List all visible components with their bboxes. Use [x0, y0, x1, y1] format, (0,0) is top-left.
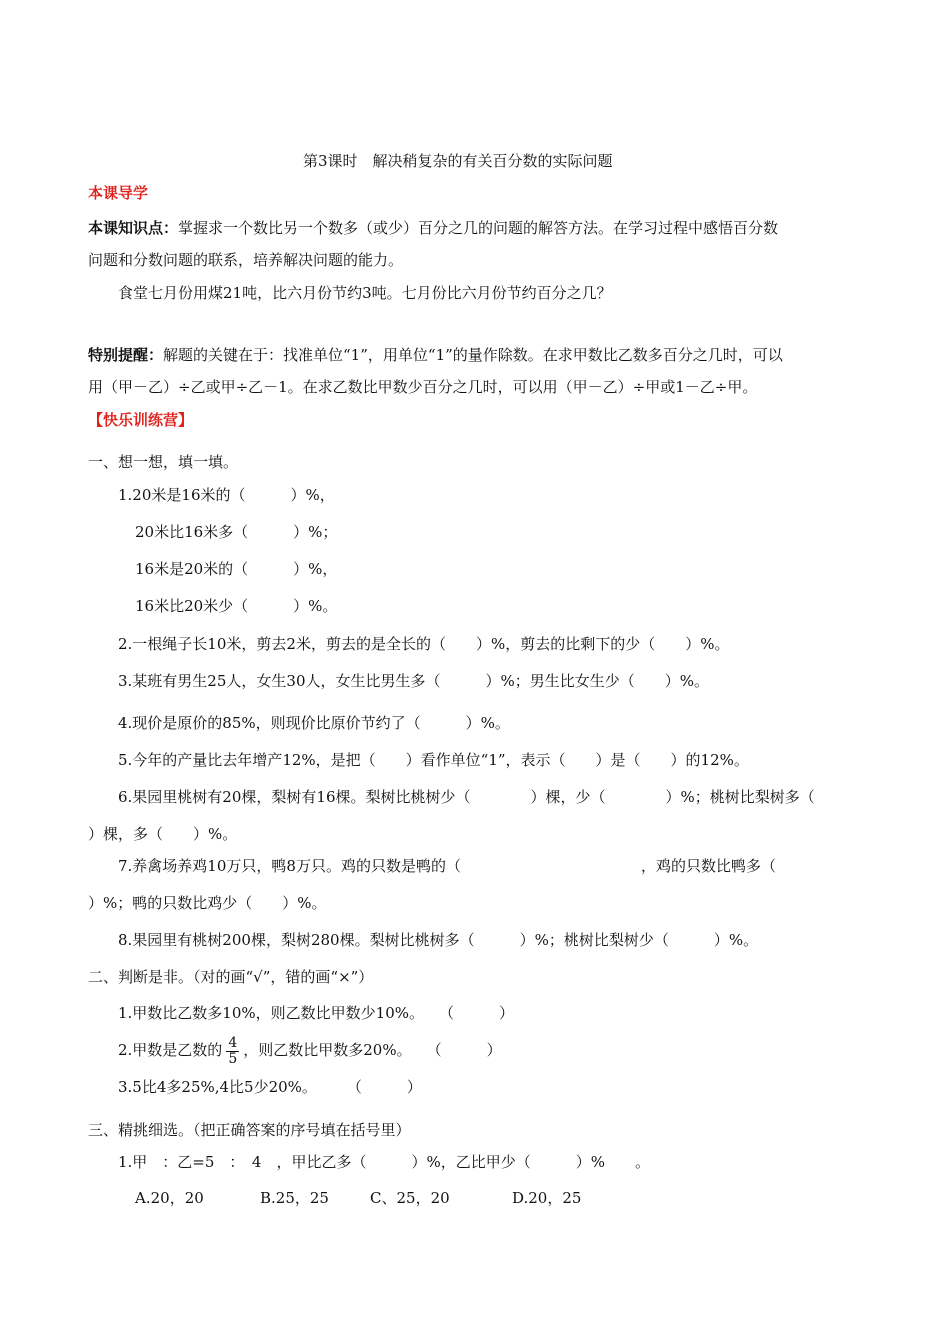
- s1-q6a: 6.果园里桃树有20棵，梨树有16棵。梨树比桃树少（ ）棵，少（ ）%；桃树比梨树多（: [118, 788, 815, 806]
- reminder-text-1: 解题的关键在于：找准单位“1”，用单位“1”的量作除数。在求甲数比乙数多百分之几时，可以: [163, 346, 783, 364]
- knowledge-label: 本课知识点：: [88, 219, 179, 237]
- camp-heading: 【快乐训练营】: [88, 411, 194, 429]
- reminder-label: 特别提醒：: [88, 346, 164, 364]
- section3-title: 三、精挑细选。（把正确答案的序号填在括号里）: [88, 1121, 411, 1139]
- option-d: D.20，25: [512, 1189, 582, 1207]
- knowledge-line-1: [88, 218, 778, 238]
- fraction-denominator: 5: [228, 1050, 238, 1067]
- option-c: C、25，20: [370, 1189, 450, 1207]
- s1-q1d: 16米比20米少（ ）%。: [135, 597, 338, 615]
- s1-q2: 2.一根绳子长10米，剪去2米，剪去的是全长的（ ）%，剪去的比剩下的少（ ）%。: [118, 635, 730, 653]
- s2-q2-pre: 2.甲数是乙数的: [118, 1041, 223, 1059]
- section1-title: 一、想一想，填一填。: [88, 453, 239, 471]
- section2-title: 二、判断是非。（对的画“√”，错的画“×”）: [88, 968, 374, 986]
- s1-q8: 8.果园里有桃树200棵，梨树280棵。梨树比桃树多（ ）%；桃树比梨树少（ ）%。: [118, 931, 759, 949]
- option-a: A.20，20: [135, 1189, 204, 1207]
- example-problem: 食堂七月份用煤21吨，比六月份节约3吨。七月份比六月份节约百分之几？: [118, 284, 612, 302]
- knowledge-line-2: 问题和分数问题的联系，培养解决问题的能力。: [88, 251, 404, 269]
- knowledge-text-1: 掌握求一个数比另一个数多（或少）百分之几的问题的解答方法。在学习过程中感悟百分数: [178, 219, 779, 237]
- s2-q2: [118, 1030, 502, 1070]
- s1-q4: 4.现价是原价的85%，则现价比原价节约了（ ）%。: [118, 714, 510, 732]
- option-b: B.25，25: [260, 1189, 329, 1207]
- s3-q1: 1.甲 ：乙=5 ： 4 ，甲比乙多（ ）%，乙比甲少（ ）% 。: [118, 1153, 650, 1171]
- page-title: 第3课时 解决稍复杂的有关百分数的实际问题: [303, 152, 613, 170]
- s2-q1: 1.甲数比乙数多10%，则乙数比甲数少10%。 （ ）: [118, 1004, 514, 1022]
- s1-q6b: ）棵，多（ ）%。: [88, 825, 238, 843]
- fraction-numerator: 4: [228, 1034, 238, 1051]
- s1-q3: 3.某班有男生25人，女生30人，女生比男生多（ ）%；男生比女生少（ ）%。: [118, 672, 709, 690]
- s1-q7b: ）%；鸭的只数比鸡少（ ）%。: [88, 894, 327, 912]
- s2-q2-post: ，则乙数比甲数多20%。 （ ）: [243, 1041, 502, 1059]
- reminder-line-2: 用（甲－乙）÷乙或甲÷乙－1。在求乙数比甲数少百分之几时，可以用（甲－乙）÷甲或1－乙÷甲。: [88, 378, 758, 396]
- s2-q3: 3.5比4多25%,4比5少20%。 （ ）: [118, 1078, 422, 1096]
- guide-heading: 本课导学: [88, 184, 149, 202]
- reminder-line-1: [88, 345, 783, 365]
- s1-q5: 5.今年的产量比去年增产12%，是把（ ）看作单位“1”，表示（ ）是（ ）的12%。: [118, 751, 749, 769]
- s1-q1a: 1.20米是16米的（ ）%，: [118, 486, 335, 504]
- s1-q7a: 7.养禽场养鸡10万只，鸭8万只。鸡的只数是鸭的（ ，鸡的只数比鸭多（: [118, 857, 776, 875]
- s1-q1c: 16米是20米的（ ）%，: [135, 560, 338, 578]
- s1-q1b: 20米比16米多（ ）%；: [135, 523, 338, 541]
- fraction: [226, 1036, 239, 1067]
